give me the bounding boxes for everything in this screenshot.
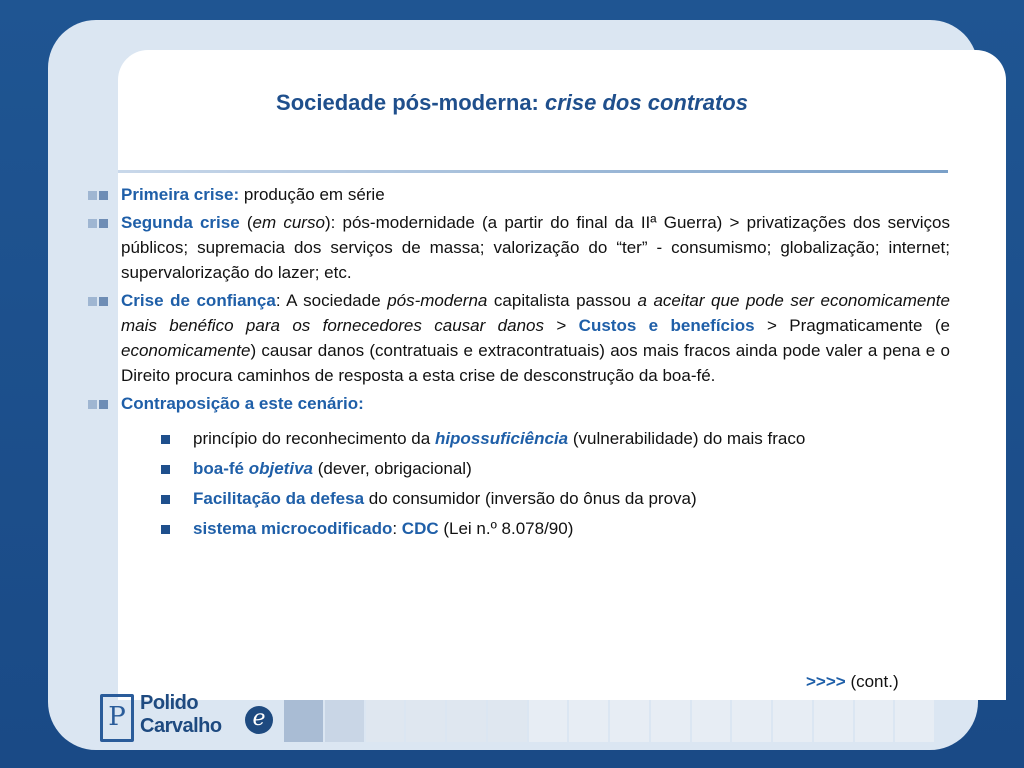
footer-tile xyxy=(325,700,364,742)
footer-tile xyxy=(284,700,323,742)
bullet-icon xyxy=(88,218,110,228)
footer-tile xyxy=(529,700,568,742)
title-divider xyxy=(118,170,948,173)
footer-tile xyxy=(855,700,894,742)
footer-tile xyxy=(569,700,608,742)
bullet-icon xyxy=(88,190,110,200)
slide-body xyxy=(88,182,950,546)
footer-tile xyxy=(773,700,812,742)
logo-text: Polido Carvalho xyxy=(140,692,222,737)
footer-tile xyxy=(366,700,405,742)
bullet-item-crise-de-confianca: Crise de confiança: A sociedade pós-moderna capitalista passou a aceitar que pode ser economicamente mais benéfico para os fornecedores causar danos > Custos e benefícios > Pragmaticamente (e economicamente) causar danos (contratuais e extracontratuais) aos mais fracos ainda pode valer a pena e o Direito procura caminhos de resposta a esta crise de desconstrução da boa-fé. xyxy=(88,288,950,388)
page-title: Sociedade pós-moderna: crise dos contratos xyxy=(276,90,748,115)
subitem-sistema: sistema microcodificado: CDC (Lei n.º 8.078/90) xyxy=(161,516,950,541)
footer-tile xyxy=(895,700,934,742)
footer-tiles xyxy=(284,700,934,742)
logo-e-icon: e xyxy=(245,706,273,734)
subitem-facilitacao: Facilitação da defesa do consumidor (inversão do ônus da prova) xyxy=(161,486,950,511)
bullet-item-contraposicao: Contraposição a este cenário: xyxy=(88,391,950,416)
footer-tile xyxy=(447,700,486,742)
sub-bullet-icon xyxy=(161,525,183,535)
footer-tile xyxy=(488,700,527,742)
footer-tile xyxy=(651,700,690,742)
bullet-item-segunda-crise: Segunda crise (em curso): pós-modernidade (a partir do final da IIª Guerra) > privatizações dos serviços públicos; supremacia dos serviços de massa; valorização do “ter” - consumismo; globalização; internet; supervalorização do lazer; etc. xyxy=(88,210,950,285)
footer-tile xyxy=(692,700,731,742)
footer-tile xyxy=(406,700,445,742)
sub-bullet-icon xyxy=(161,495,183,505)
sub-bullet-icon xyxy=(161,465,183,475)
logo-mark-icon: P xyxy=(100,694,134,742)
bullet-icon xyxy=(88,296,110,306)
subitem-hipossuficiencia: princípio do reconhecimento da hipossuficiência (vulnerabilidade) do mais fraco xyxy=(161,426,950,451)
subitem-boa-fe: boa-fé objetiva (dever, obrigacional) xyxy=(161,456,950,481)
footer-tile xyxy=(732,700,771,742)
sub-bullet-icon xyxy=(161,435,183,445)
bullet-icon xyxy=(88,399,110,409)
bullet-item-primeira-crise: Primeira crise: produção em série xyxy=(88,182,950,207)
continued-note: >>>> (cont.) xyxy=(806,672,899,691)
footer-tile xyxy=(814,700,853,742)
footer-tile xyxy=(610,700,649,742)
logo xyxy=(100,692,280,744)
